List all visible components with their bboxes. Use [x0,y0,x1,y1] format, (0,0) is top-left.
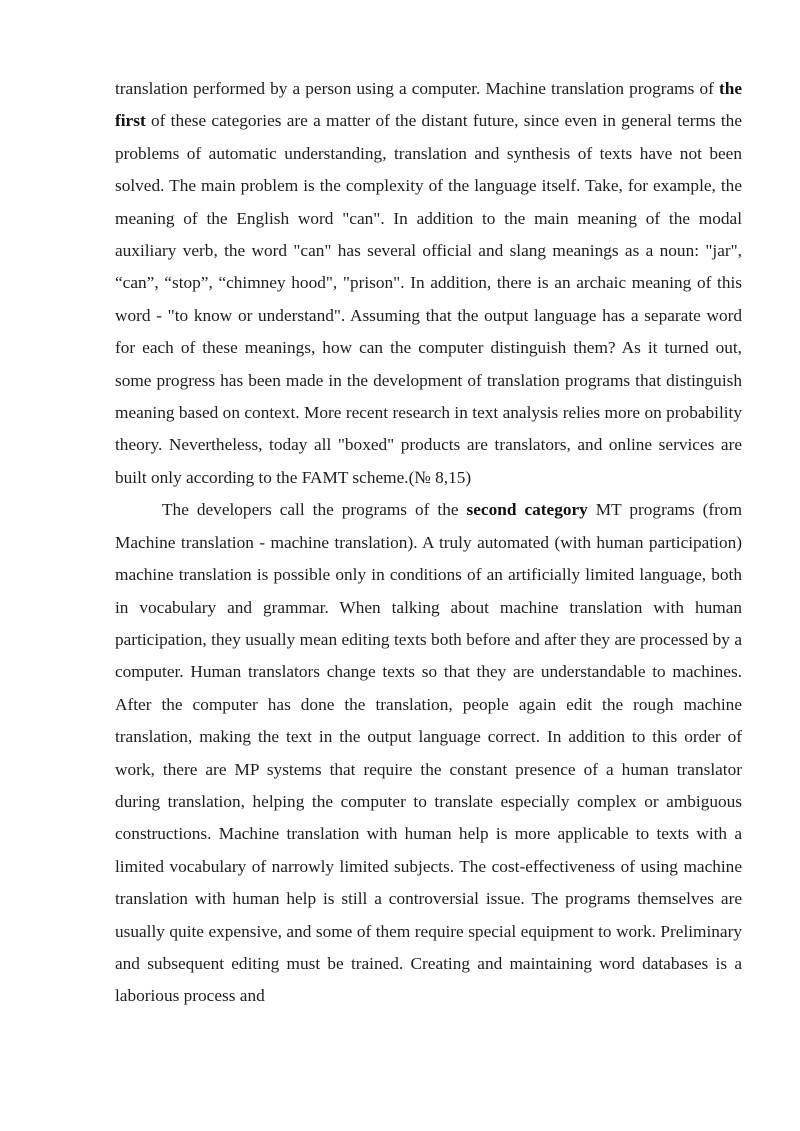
bold-term: the first [115,79,742,131]
paragraph-text: MT programs (from Machine translation - machine translation). A truly automated (with human participation) machine translation is possible only in conditions of an artificially limited language, both in vocabulary and grammar. When talking about machine translation with human participation, they usually mean editing texts both before and after they are processed by a computer. Human translators change texts so that they are understandable to machines. After the computer has done the translation, people again edit the rough machine translation, making the text in the output language correct. In addition to this order of work, there are MP systems that require the constant presence of a human translator during translation, helping the computer to translate especially complex or ambiguous constructions. Machine translation with human help is more applicable to texts with a limited vocabulary of narrowly limited subjects. The cost-effectiveness of using machine translation with human help is still a controversial issue. The programs themselves are usually quite expensive, and some of them require special equipment to work. Preliminary and subsequent editing must be trained. Creating and maintaining word databases is a laborious process and [115,500,743,1006]
body-text [115,73,742,1013]
paragraph-second-category [115,494,742,1013]
paragraph-text: The developers call the programs of the [162,500,467,520]
paragraph-text: translation performed by a person using a computer. Machine translation programs of [115,79,719,98]
bold-term: second category [466,500,588,520]
paragraph-text: of these categories are a matter of the distant future, since even in general terms the problems of automatic understanding, translation and synthesis of texts have not been solved. The main problem is the complexity of the language itself. Take, for example, the meaning of the English word "can". In addition to the main meaning of the modal auxiliary verb, the word "can" has several official and slang meanings as a noun: "jar", “can”, “stop”, “chimney hood", "prison". In addition, there is an archaic meaning of this word - "to know or understand". Assuming that the output language has a separate word for each of these meanings, how can the computer distinguish them? As it turned out, some progress has been made in the development of translation programs that distinguish meaning based on context. More recent research in text analysis relies more on probability theory. Nevertheless, today all "boxed" products are translators, and online services are built only according to the FAMT scheme.(№ 8,15) [115,111,742,487]
paragraph-first-category [115,73,742,494]
